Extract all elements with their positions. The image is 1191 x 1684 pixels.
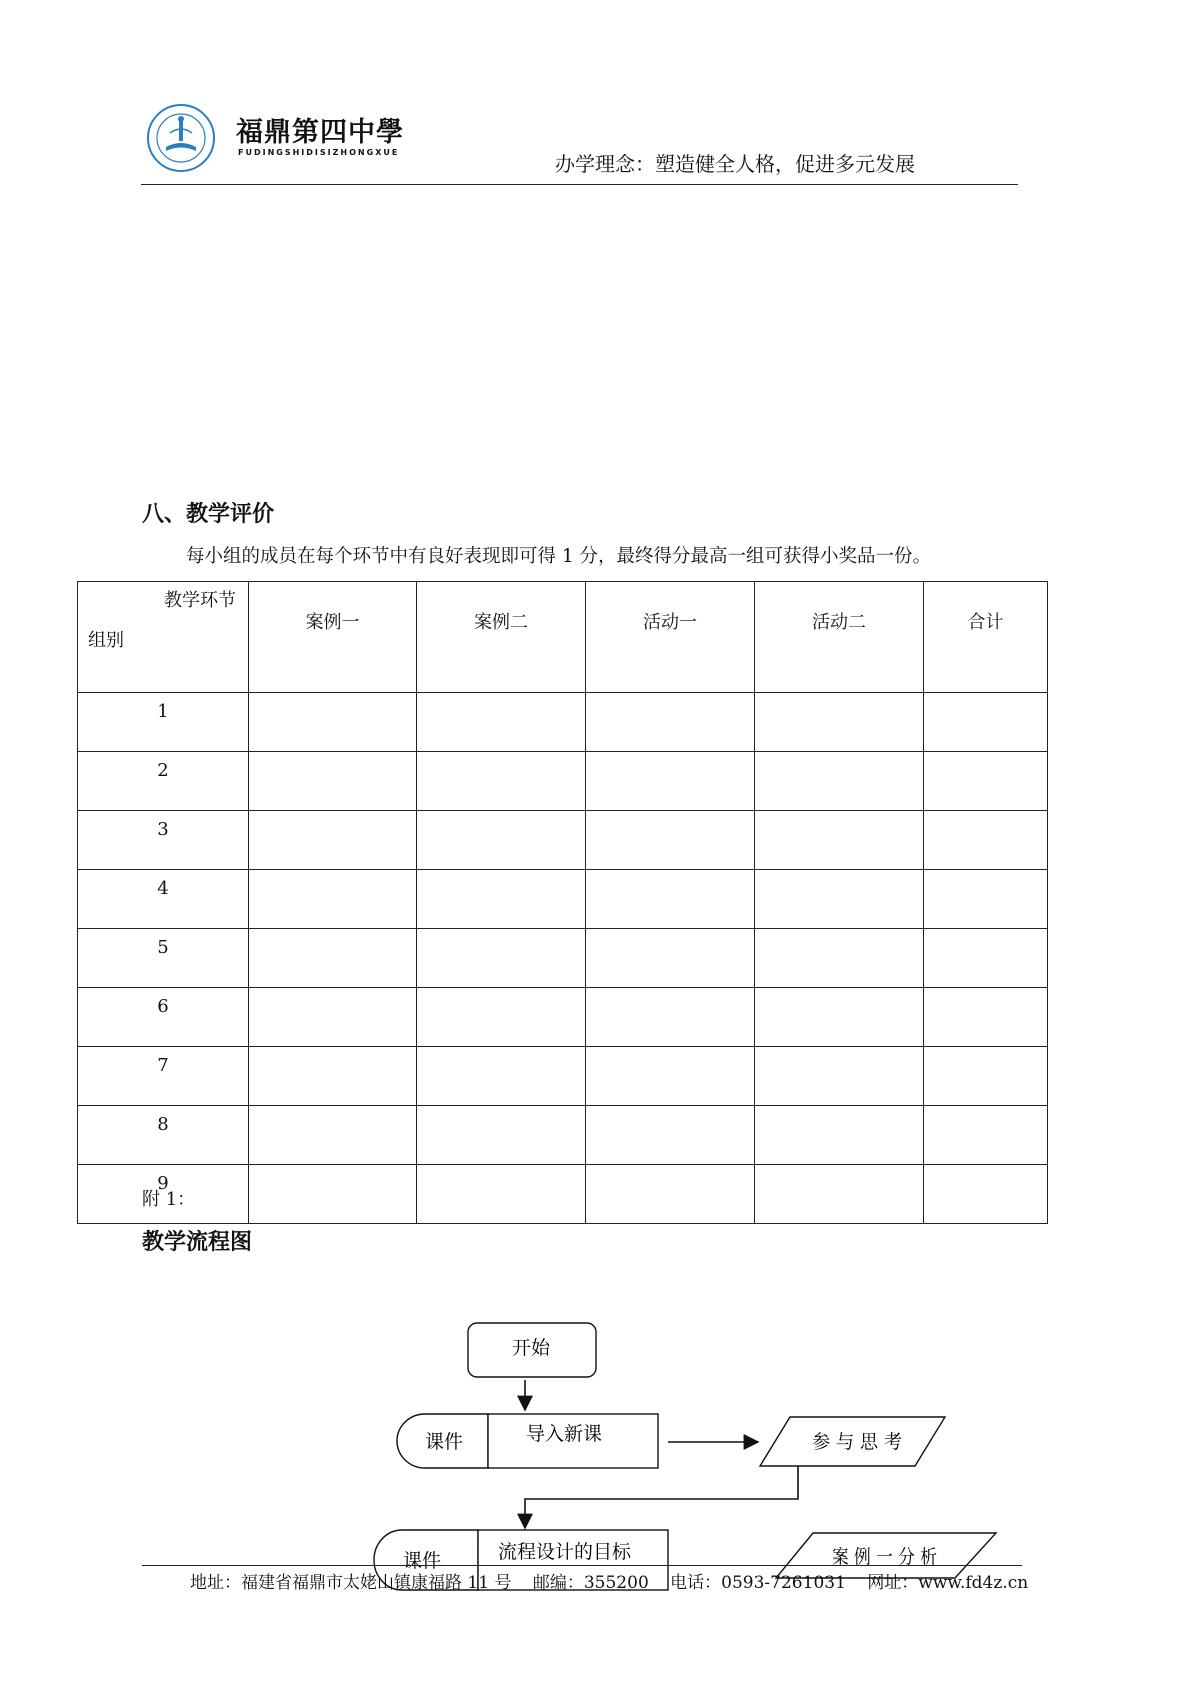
footer-postcode: 邮编：355200 xyxy=(532,1573,649,1593)
footer-phone: 电话：0593-7261031 xyxy=(670,1573,846,1593)
group-number: 6 xyxy=(78,988,249,1047)
footer-website[interactable]: 网址：www.fd4z.cn xyxy=(867,1573,1029,1593)
io-label-think-line: 参 与 思 考 xyxy=(812,1431,902,1453)
io-label-case-line: 案 例 一 分 析 xyxy=(832,1546,937,1568)
start-label: 开始 xyxy=(512,1337,551,1359)
column-header: 活动二 xyxy=(755,582,924,693)
io-label-think xyxy=(812,1431,902,1453)
column-header: 案例二 xyxy=(417,582,586,693)
column-header: 活动一 xyxy=(586,582,755,693)
column-header: 合计 xyxy=(924,582,1048,693)
courseware-label: 课件 xyxy=(425,1431,464,1453)
corner-label-group: 组别 xyxy=(88,630,124,651)
group-number: 1 xyxy=(78,693,249,752)
flow-connector xyxy=(525,1466,798,1528)
corner-label-stage: 教学环节 xyxy=(164,590,236,611)
process-label-goal: 流程设计的目标 xyxy=(498,1541,632,1563)
section-title: 八、教学评价 xyxy=(142,501,275,527)
school-name-cn: 福鼎第四中學 xyxy=(236,117,404,148)
flowchart-title: 教学流程图 xyxy=(142,1229,253,1255)
footer-address: 地址：福建省福鼎市太姥山镇康福路 11 号 xyxy=(190,1573,512,1593)
group-number: 3 xyxy=(78,811,249,870)
group-number: 7 xyxy=(78,1047,249,1106)
group-number: 5 xyxy=(78,929,249,988)
group-number: 2 xyxy=(78,752,249,811)
school-name-en: FUDINGSHIDISIZHONGXUE xyxy=(238,148,400,157)
process-label-intro: 导入新课 xyxy=(526,1423,603,1445)
group-number: 8 xyxy=(78,1106,249,1165)
page-footer xyxy=(190,1568,1044,1593)
school-motto: 办学理念：塑造健全人格，促进多元发展 xyxy=(555,152,915,176)
group-number: 9 xyxy=(78,1165,249,1224)
appendix-label: 附 1： xyxy=(142,1189,196,1210)
group-number: 4 xyxy=(78,870,249,929)
footer-divider xyxy=(142,1565,1022,1566)
section-intro: 每小组的成员在每个环节中有良好表现即可得 1 分，最终得分最高一组可获得小奖品一份。 xyxy=(186,546,932,567)
courseware-label: 课件 xyxy=(403,1550,442,1572)
column-header: 案例一 xyxy=(249,582,417,693)
